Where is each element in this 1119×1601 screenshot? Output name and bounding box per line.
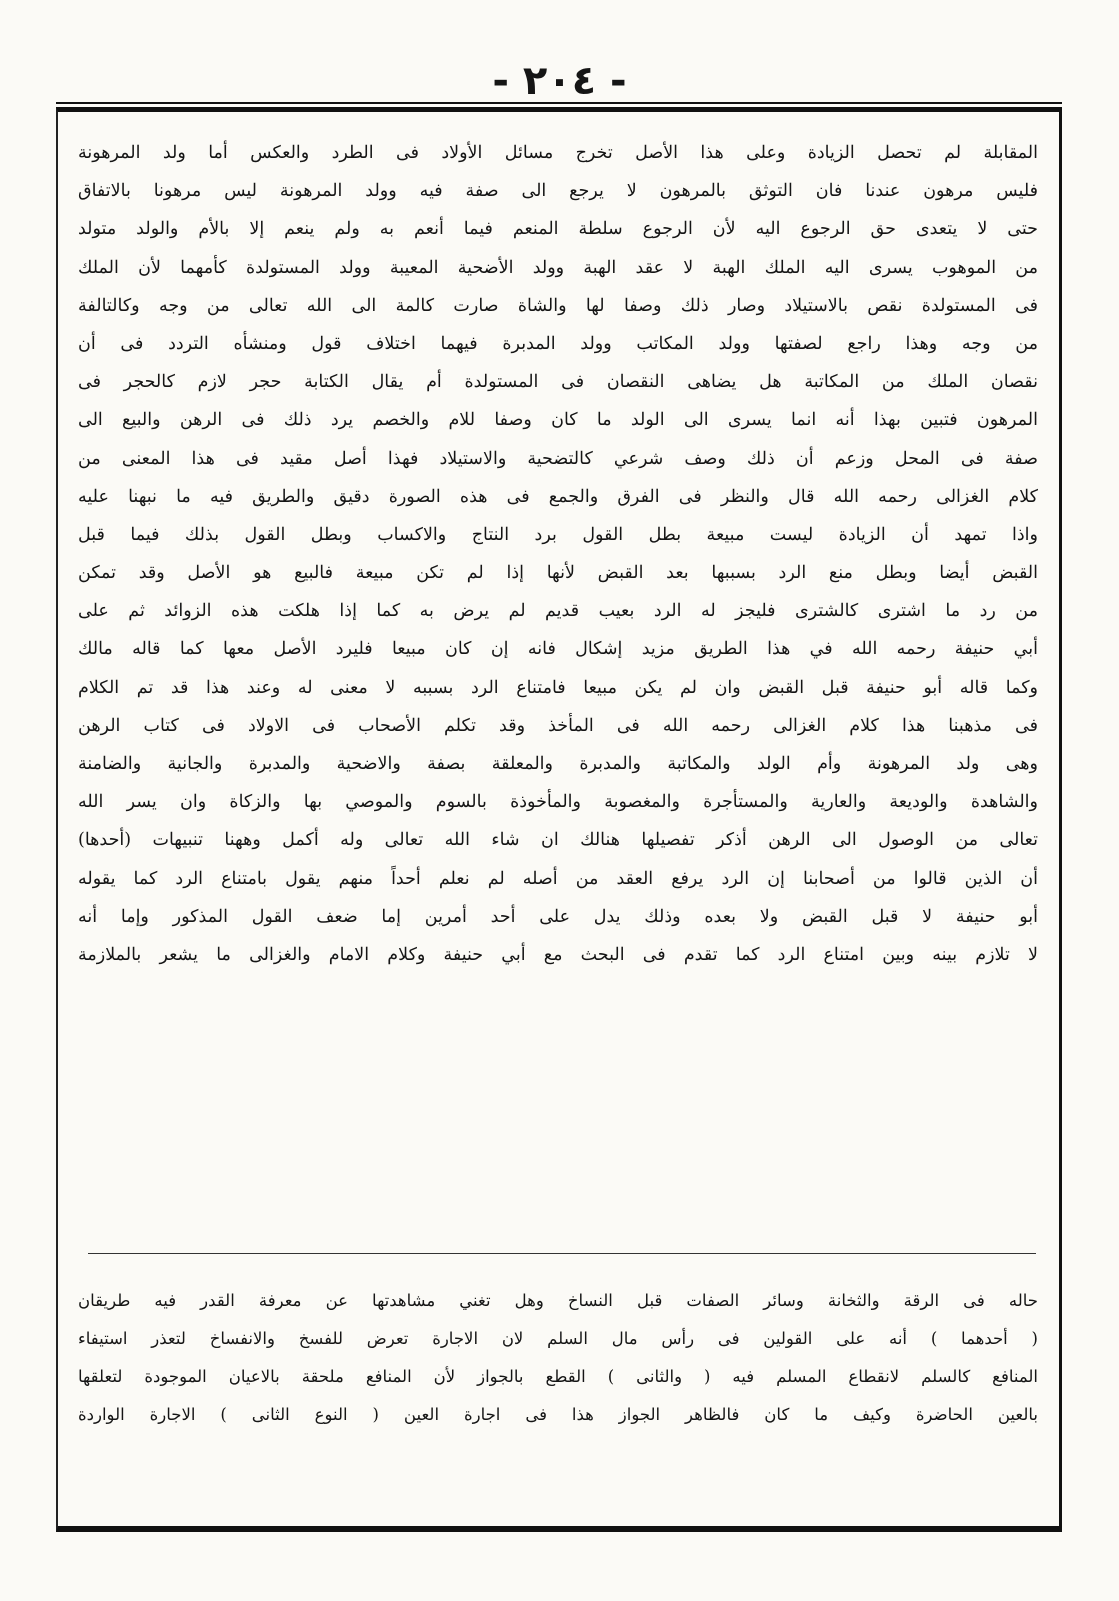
text-line: فى مذهبنا هذا كلام الغزالى رحمه الله فى المأخذ وقد تكلم الأصحاب فى الاولاد فى كتاب الرهن	[78, 715, 1038, 736]
footnote-line: ( أحدهما ) أنه على القولين فى رأس مال السلم لان الاجارة تعرض للفسخ والانفساخ لتعذر استيفاء	[78, 1329, 1038, 1348]
text-line: كلام الغزالى رحمه الله قال والنظر فى الفرق والجمع فى هذه الصورة دقيق والطريق فيه ما نبهنا عليه	[78, 486, 1038, 507]
footnote-line: المنافع كالسلم لانقطاع المسلم فيه ( والثانى ) القطع بالجواز لأن المنافع ملحقة بالاعيان الموجودة لتعلقها	[78, 1367, 1038, 1386]
text-line: من وجه وهذا راجع لصفتها وولد المكاتب وولد المدبرة فيهما اختلاف قول ومنشأه التردد فى أن	[78, 333, 1038, 354]
footnote-divider	[88, 1253, 1036, 1254]
text-line: المرهون فتبين بهذا أنه انما يسرى الى الولد ما كان وصفا للام والخصم يرد ذلك فى الرهن والبيع الى	[78, 410, 1038, 431]
text-line: من الموهوب يسرى اليه الملك الهبة لا عقد الهبة وولد الأضحية المعيبة وولد المستولدة كأمهما لأن الملك	[78, 257, 1038, 278]
text-line: أبي حنيفة رحمه الله في هذا الطريق مزيد إشكال فانه إن كان مبيعا فليرد الأصل معها كما قاله مالك	[78, 639, 1038, 660]
text-line: والشاهدة والوديعة والعارية والمستأجرة والمغصوبة والمأخوذة بالسوم والموصي بها والزكاة وان يسر الله	[78, 792, 1038, 813]
footnote-block	[78, 1282, 1038, 1434]
text-line: أن الذين قالوا من أصحابنا إن الرد يرفع العقد من أصله لم نعلم أحداً منهم يقول بامتناع الرد كما يقوله	[78, 868, 1038, 889]
text-line: المقابلة لم تحصل الزيادة وعلى هذا الأصل تخرج مسائل الأولاد فى الطرد والعكس أما ولد المرهونة	[78, 143, 1038, 163]
text-line: من رد ما اشترى كالشترى فليجز له الرد بعيب قديم لم يرض به كما إذا هلكت هذه الزوائد ثم على	[78, 601, 1038, 622]
text-line: فليس مرهون عندنا فان التوثق بالمرهون لا يرجع الى صفة فيه وولد المرهونة ليس مرهونا بالاتفاق	[78, 181, 1038, 202]
text-line: وهى ولد المرهونة وأم الولد والمكاتبة والمدبرة والمعلقة بصفة والاضحية والمدبرة والجانية والضامنة	[78, 754, 1038, 774]
footnote-line: حاله فى الرقة والثخانة وسائر الصفات قبل النساخ وهل تغني مشاهدتها عن معرفة القدر فيه طريقان	[78, 1291, 1038, 1310]
text-line: وكما قاله أبو حنيفة قبل القبض وان لم يكن مبيعا فامتناع الرد بسببه لا معنى له وعند هذا قد تم الكلام	[78, 677, 1038, 698]
footnote-line: بالعين الحاضرة وكيف ما كان فالظاهر الجواز هذا فى اجارة العين ( النوع الثانى ) الاجارة الواردة	[78, 1405, 1038, 1424]
text-line: نقصان الملك من المكاتبة هل يضاهى النقصان فى المستولدة أم يقال الكتابة حجر لازم كالحجر فى	[78, 372, 1038, 393]
text-line: تعالى من الوصول الى الرهن أذكر تفصيلها هنالك ان شاء الله تعالى وله أكمل وههنا تنبيهات (أحدها)	[78, 830, 1038, 851]
page-number: - ٢٠٤ -	[492, 58, 627, 104]
text-line: حتى لا يتعدى حق الرجوع اليه لأن الرجوع سلطة المنعم فيما أنعم به ولم ينعم إلا بالأم والولد متولد	[78, 219, 1038, 240]
main-text-block	[78, 134, 1038, 974]
text-line: القبض أيضا وبطل منع الرد بسببها بعد القبض لأنها إذا لم تكن مبيعة فالبيع هو الأصل وقد تمكن	[78, 563, 1038, 584]
text-line: أبو حنيفة لا قبل القبض ولا بعده وذلك يدل على أحد أمرين إما ضعف القول المذكور وإما أنه	[78, 906, 1038, 927]
text-line: واذا تمهد أن الزيادة ليست مبيعة بطل القول برد النتاج والاكساب وبطل القول بذلك فيما قبل	[78, 524, 1038, 545]
text-line: فى المستولدة نقص بالاستيلاد وصار ذلك وصفا لها والشاة صارت كالمة الى الله تعالى من وجه وكالتالفة	[78, 295, 1038, 316]
text-line: صفة فى المحل وزعم أن ذلك وصف شرعي كالتضحية والاستيلاد فهذا أصل مقيد فى هذا المعنى من	[78, 448, 1038, 469]
text-line: لا تلازم بينه وبين امتناع الرد كما تقدم فى البحث مع أبي حنيفة وكلام الامام والغزالى ما يشعر بالملازمة	[78, 944, 1038, 965]
